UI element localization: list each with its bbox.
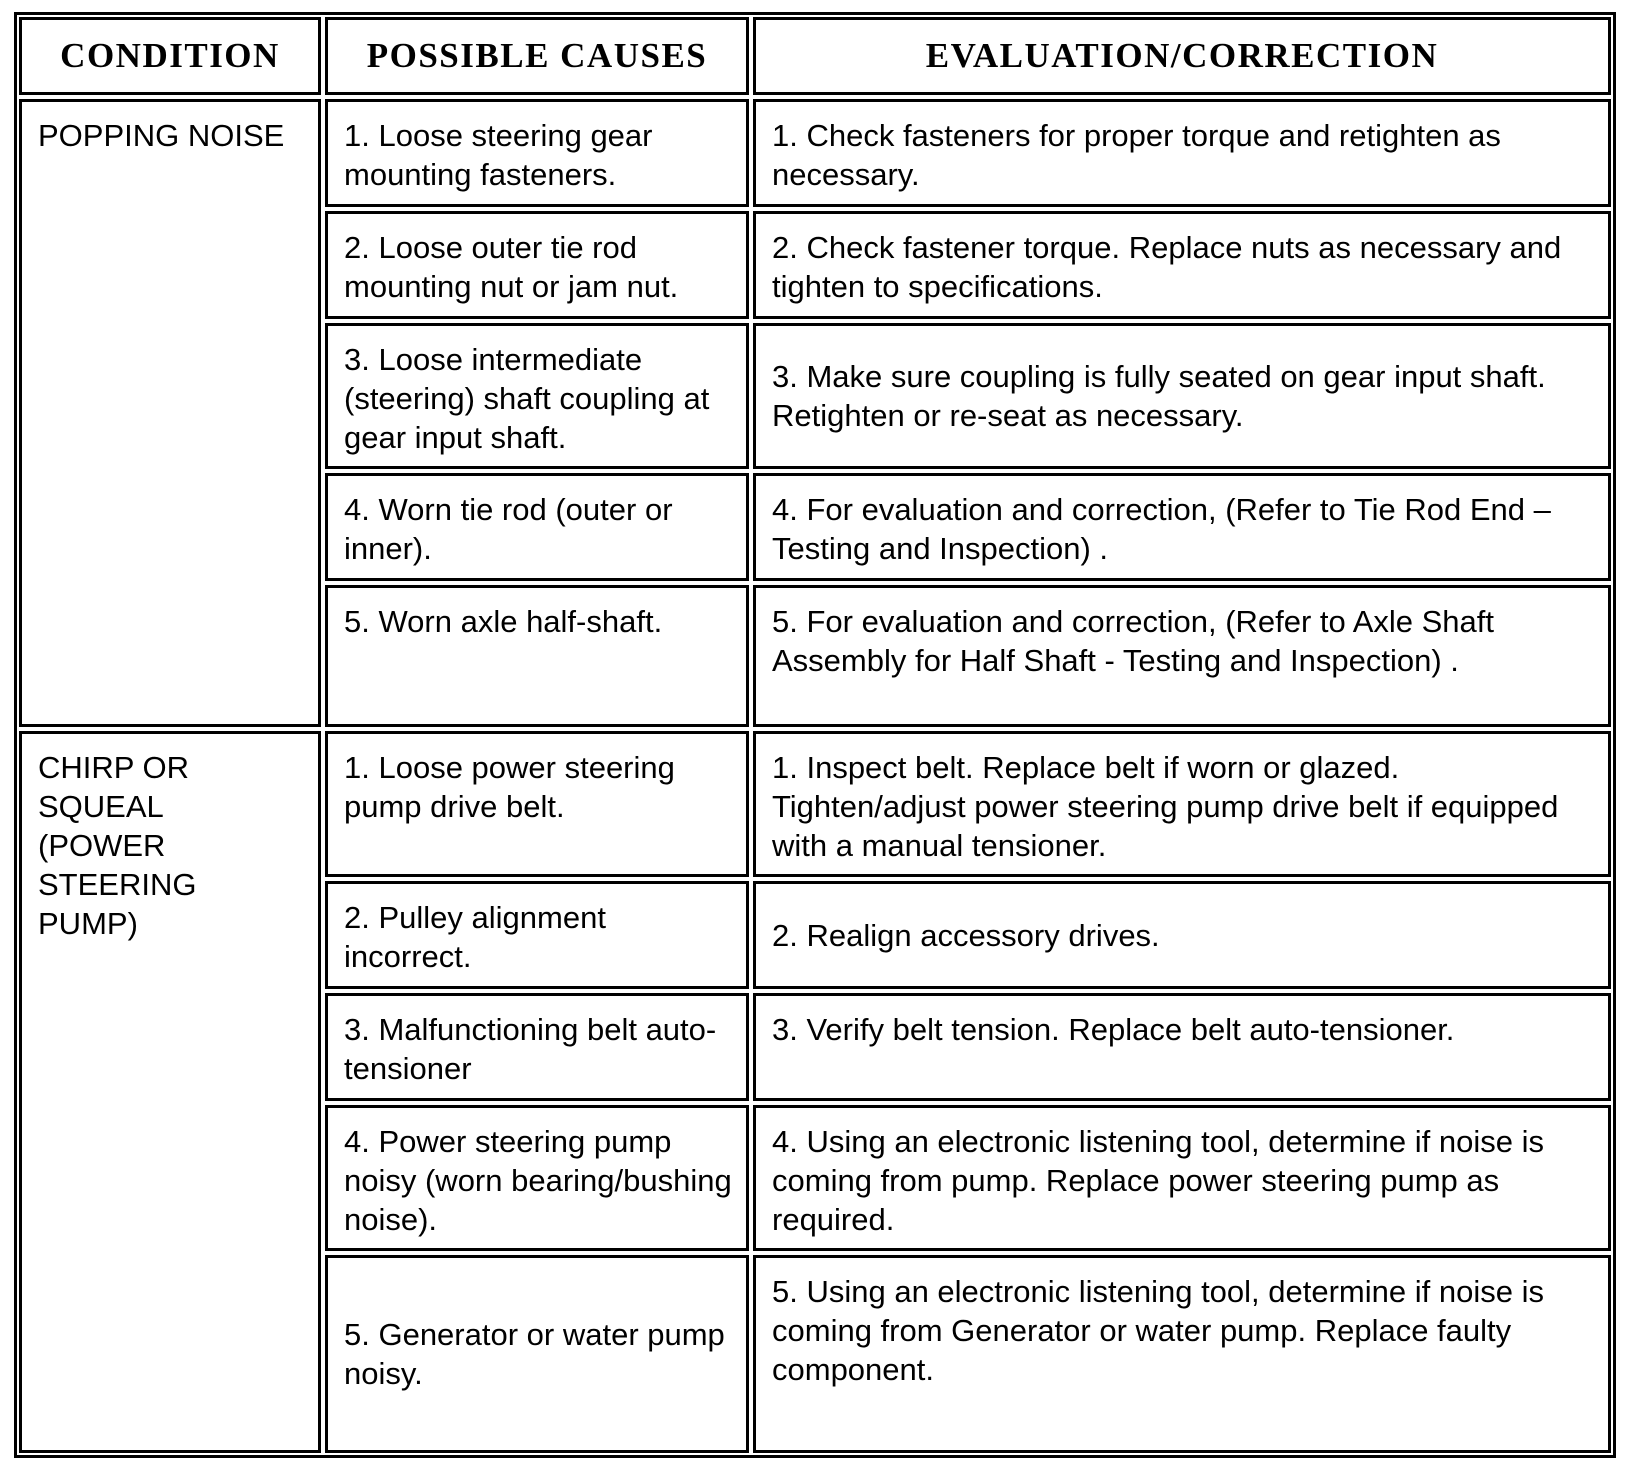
correction-cell: 3. Verify belt tension. Replace belt auto-tensioner. <box>753 993 1611 1101</box>
correction-cell: 4. For evaluation and correction, (Refer to Tie Rod End – Testing and Inspection) . <box>753 473 1611 581</box>
cause-cell: 2. Loose outer tie rod mounting nut or jam nut. <box>325 211 749 319</box>
condition-chirp-or-squeal: CHIRP OR SQUEAL (POWER STEERING PUMP) <box>19 731 321 1453</box>
header-condition: CONDITION <box>19 17 321 95</box>
correction-cell: 5. For evaluation and correction, (Refer to Axle Shaft Assembly for Half Shaft - Testing and Inspection) . <box>753 585 1611 727</box>
condition-popping-noise: POPPING NOISE <box>19 99 321 727</box>
cause-cell: 2. Pulley alignment incorrect. <box>325 881 749 989</box>
correction-cell <box>753 323 1611 469</box>
cause-cell: 1. Loose power steering pump drive belt. <box>325 731 749 877</box>
cause-cell <box>325 1255 749 1453</box>
correction-cell: 1. Check fasteners for proper torque and retighten as necessary. <box>753 99 1611 207</box>
cause-cell: 3. Malfunctioning belt auto-tensioner <box>325 993 749 1101</box>
correction-cell: 4. Using an electronic listening tool, determine if noise is coming from pump. Replace power steering pump as required. <box>753 1105 1611 1251</box>
cause-cell: 4. Worn tie rod (outer or inner). <box>325 473 749 581</box>
correction-text: 2. Realign accessory drives. <box>772 917 1160 953</box>
cause-cell: 5. Worn axle half-shaft. <box>325 585 749 727</box>
correction-cell: 5. Using an electronic listening tool, determine if noise is coming from Generator or water pump. Replace faulty component. <box>753 1255 1611 1453</box>
correction-cell: 1. Inspect belt. Replace belt if worn or glazed. Tighten/adjust power steering pump drive belt if equipped with a manual tensioner. <box>753 731 1611 877</box>
cause-cell: 1. Loose steering gear mounting fasteners. <box>325 99 749 207</box>
header-possible-causes: POSSIBLE CAUSES <box>325 17 749 95</box>
cause-text: 5. Generator or water pump noisy. <box>344 1317 725 1391</box>
correction-cell <box>753 881 1611 989</box>
diagnosis-table <box>14 12 1616 1458</box>
header-evaluation-correction: EVALUATION/CORRECTION <box>753 17 1611 95</box>
cause-cell: 4. Power steering pump noisy (worn bearing/bushing noise). <box>325 1105 749 1251</box>
correction-text: 3. Make sure coupling is fully seated on gear input shaft. Retighten or re-seat as necessary. <box>772 359 1546 433</box>
correction-cell: 2. Check fastener torque. Replace nuts as necessary and tighten to specifications. <box>753 211 1611 319</box>
cause-cell: 3. Loose intermediate (steering) shaft coupling at gear input shaft. <box>325 323 749 469</box>
